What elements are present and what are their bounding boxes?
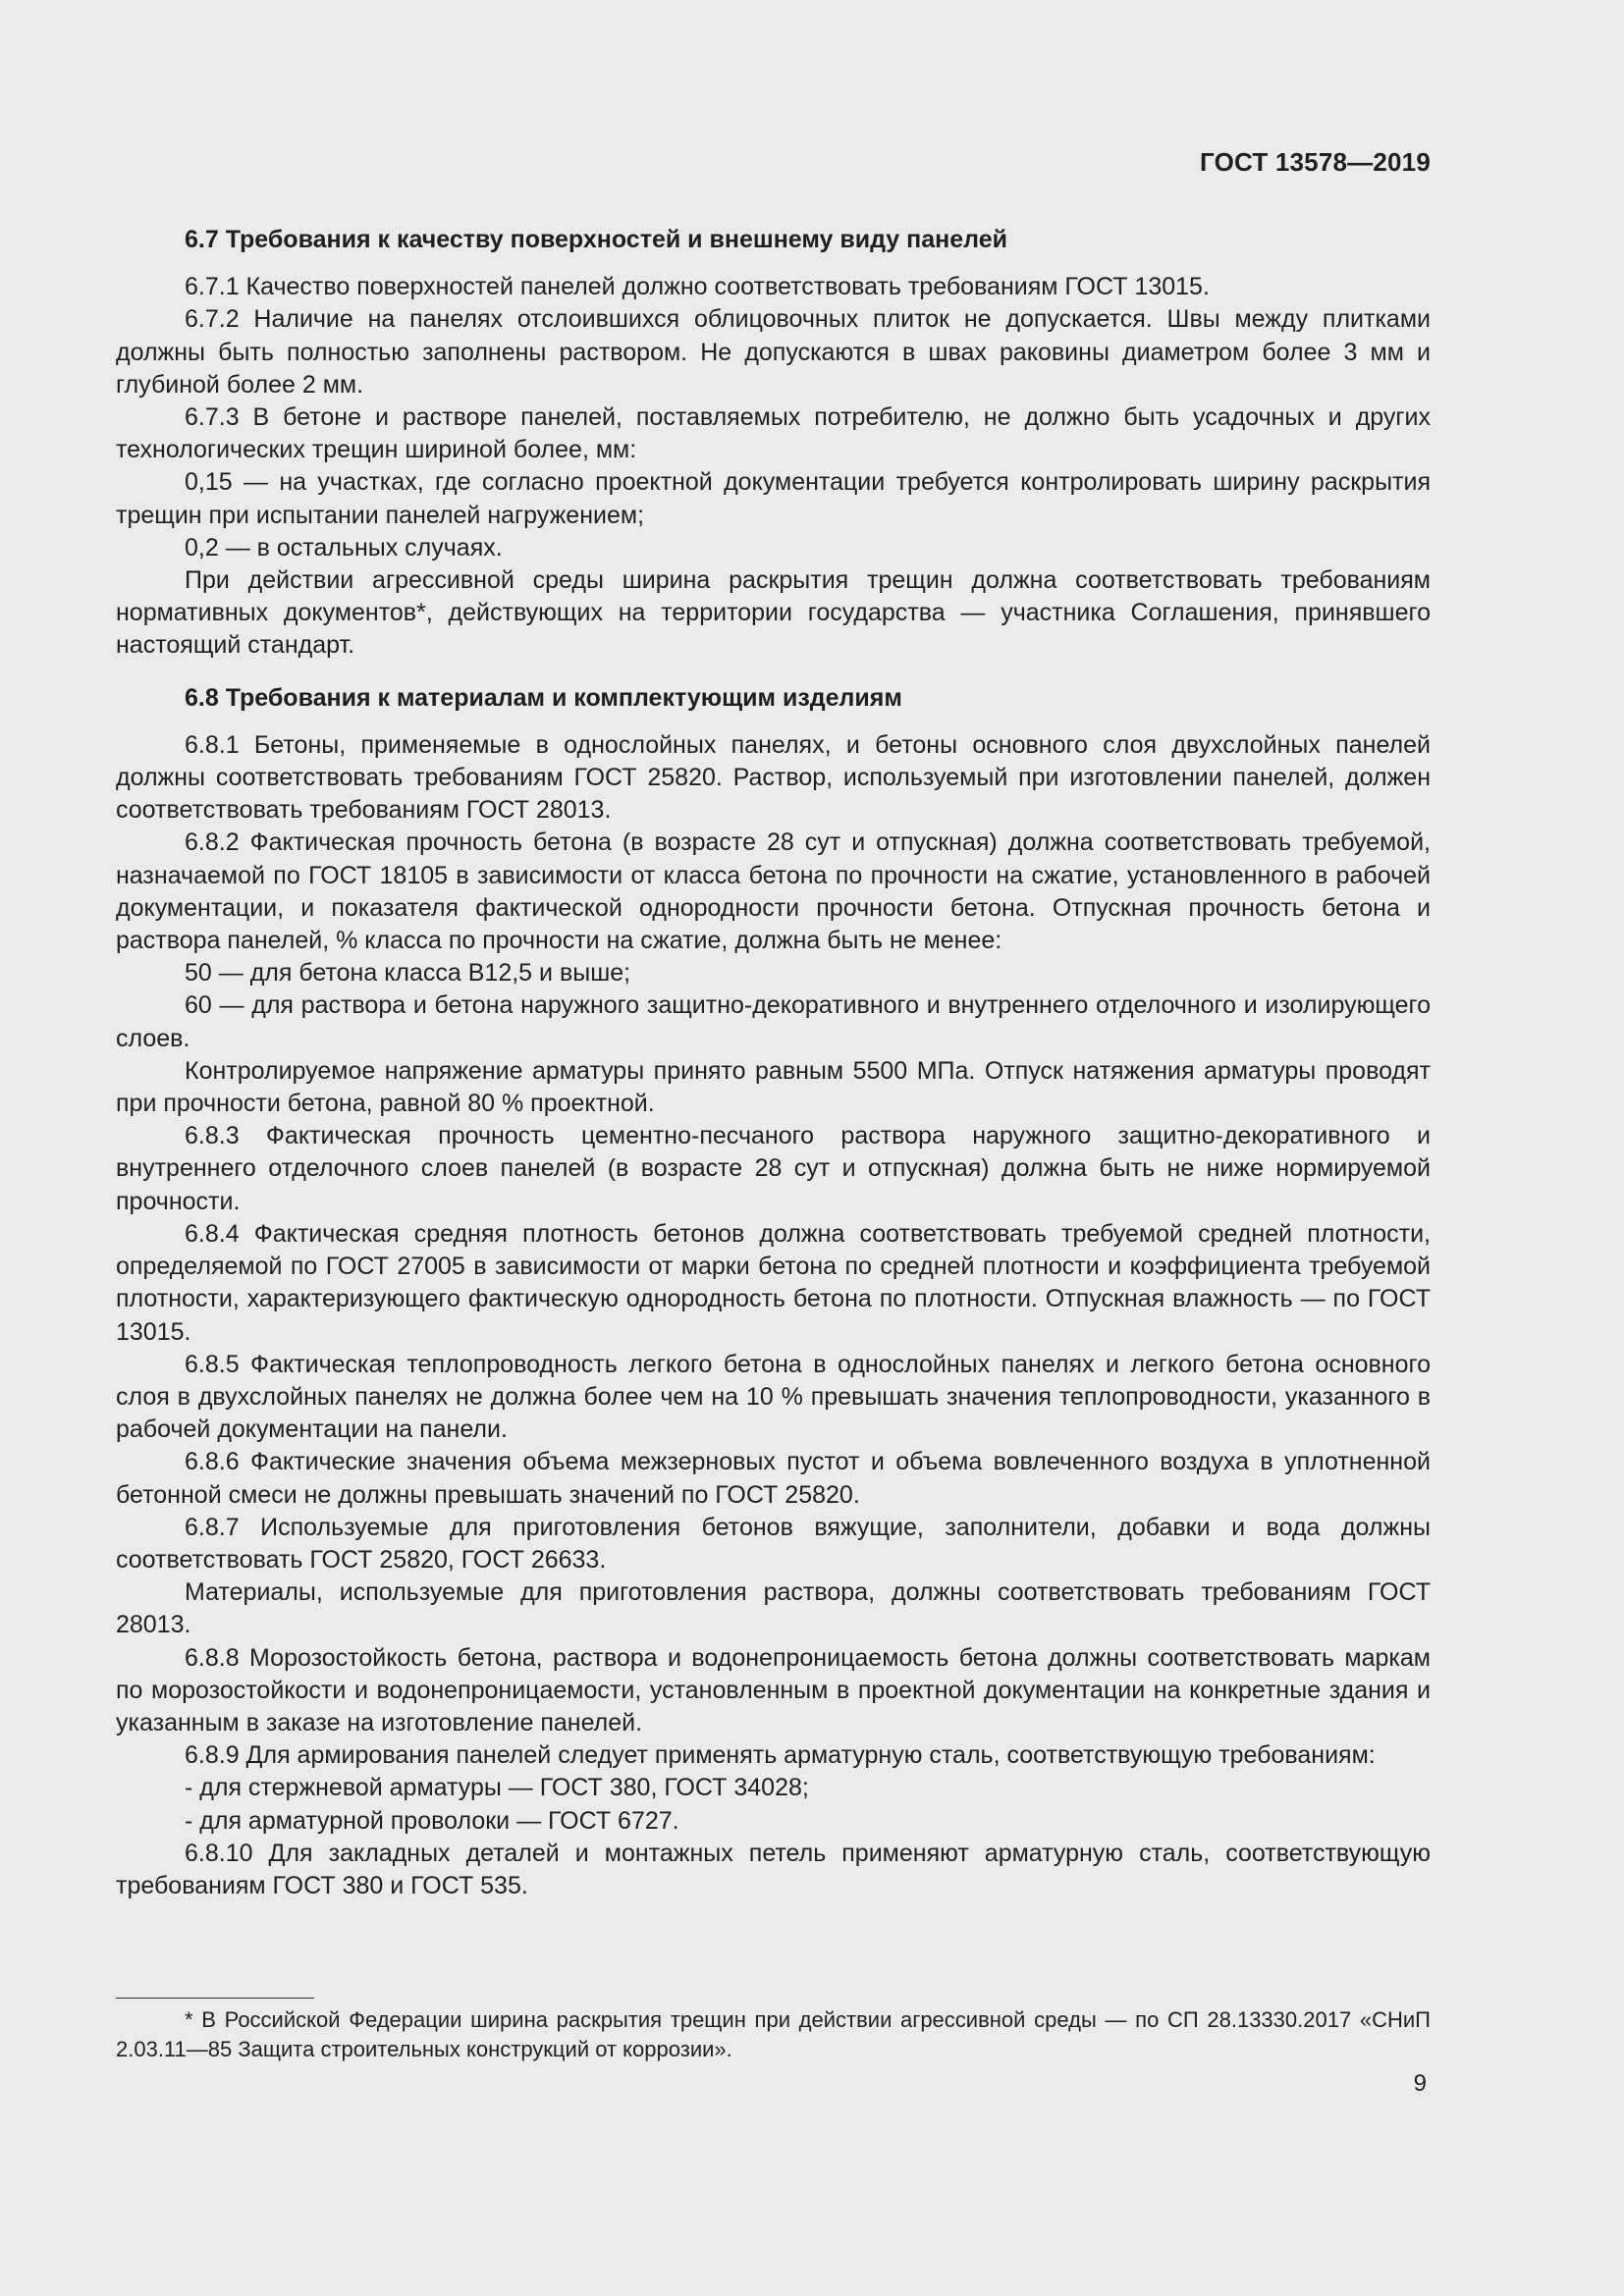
paragraph: Материалы, используемые для приготовления раствора, должны соответствовать требованиям ГОСТ 28013. <box>116 1578 1431 1639</box>
paragraph: 6.7.1 Качество поверхностей панелей должно соответствовать требованиям ГОСТ 13015. <box>185 273 1210 301</box>
footnote-divider <box>116 1998 314 1999</box>
list-item: - для арматурной проволоки — ГОСТ 6727. <box>185 1806 679 1835</box>
paragraph: 0,15 — на участках, где согласно проектной документации требуется контролировать ширину раскрытия трещин при испытании панелей нагружением; <box>116 468 1431 529</box>
footnote: * В Российской Федерации ширина раскрытия трещин при действии агрессивной среды — по СП 28.13330.2017 «СНиП 2.03.11—85 Защита строительных конструкций от коррозии». <box>116 2007 1431 2061</box>
paragraph: 6.8.5 Фактическая теплопроводность легкого бетона в однослойных панелях и легкого бетона основного слоя в двухслойных панелях не должна более чем на 10 % превышать значения теплопроводности, указанного в рабочей документации на панели. <box>116 1350 1431 1444</box>
page-number: 9 <box>1413 2070 1427 2097</box>
paragraph: 6.8.9 Для армирования панелей следует применять арматурную сталь, соответствующую требованиям: <box>185 1741 1376 1770</box>
document-code-header: ГОСТ 13578—2019 <box>1200 147 1431 177</box>
paragraph: 6.7.2 Наличие на панелях отслоившихся облицовочных плиток не допускается. Швы между плитками должны быть полностью заполнены раствором. Не допускаются в швах раковины диаметром более 3 мм и глубиной более 2 мм. <box>116 305 1431 399</box>
paragraph: Контролируемое напряжение арматуры принято равным 5500 МПа. Отпуск натяжения арматуры проводят при прочности бетона, равной 80 % проектной. <box>116 1056 1431 1118</box>
paragraph: 6.8.1 Бетоны, применяемые в однослойных панелях, и бетоны основного слоя двухслойных панелей должны соответствовать требованиям ГОСТ 25820. Раствор, используемый при изготовлении панелей, должен соответствовать требованиям ГОСТ 28013. <box>116 730 1431 825</box>
paragraph: 6.8.3 Фактическая прочность цементно-песчаного раствора наружного защитно-декоративного и внутреннего отделочного слоев панелей (в возрасте 28 сут и отпускная) должна быть не ниже нормируемой прочности. <box>116 1122 1431 1215</box>
paragraph: 6.8.8 Морозостойкость бетона, раствора и водонепроницаемость бетона должны соответствовать маркам по морозостойкости и водонепроницаемости, установленным в проектной документации на конкретные здания и указанным в заказе на изготовление панелей. <box>116 1643 1431 1736</box>
paragraph: 6.8.4 Фактическая средняя плотность бетонов должна соответствовать требуемой средней плотности, определяемой по ГОСТ 27005 в зависимости от марки бетона по средней плотности и коэффициента требуемой плотности, характеризующего фактическую однородность бетона по плотности. Отпускная влажность — по ГОСТ 13015. <box>116 1219 1431 1346</box>
page-body <box>116 224 1431 1902</box>
paragraph: 60 — для раствора и бетона наружного защитно-декоративного и внутреннего отделочного и изолирующего слоев. <box>116 991 1431 1052</box>
paragraph: 0,2 — в остальных случаях. <box>185 533 503 561</box>
paragraph: 6.7.3 В бетоне и растворе панелей, поставляемых потребителю, не должно быть усадочных и других технологических трещин шириной более, мм: <box>116 403 1431 464</box>
paragraph: 6.8.7 Используемые для приготовления бетонов вяжущие, заполнители, добавки и вода должны соответствовать ГОСТ 25820, ГОСТ 26633. <box>116 1513 1431 1574</box>
section-heading-6-8: 6.8 Требования к материалам и комплектующим изделиям <box>185 683 902 712</box>
section-heading-6-7: 6.7 Требования к качеству поверхностей и внешнему виду панелей <box>185 226 1007 253</box>
paragraph: 6.8.6 Фактические значения объема межзерновых пустот и объема вовлеченного воздуха в уплотненной бетонной смеси не должны превышать значений по ГОСТ 25820. <box>116 1448 1431 1509</box>
paragraph: 6.8.10 Для закладных деталей и монтажных петель применяют арматурную сталь, соответствующую требованиям ГОСТ 380 и ГОСТ 535. <box>116 1839 1431 1899</box>
paragraph: 50 — для бетона класса В12,5 и выше; <box>185 959 631 988</box>
list-item: - для стержневой арматуры — ГОСТ 380, ГОСТ 34028; <box>185 1774 809 1802</box>
paragraph: При действии агрессивной среды ширина раскрытия трещин должна соответствовать требованиям нормативных документов*, действующих на территории государства — участника Соглашения, принявшего настоящий стандарт. <box>116 566 1431 660</box>
paragraph: 6.8.2 Фактическая прочность бетона (в возрасте 28 сут и отпускная) должна соответствовать требуемой, назначаемой по ГОСТ 18105 в зависимости от класса бетона по прочности на сжатие, установленного в рабочей документации, и показателя фактической однородности прочности бетона. Отпускная прочность бетона и раствора панелей, % класса по прочности на сжатие, должна быть не менее: <box>116 828 1431 955</box>
